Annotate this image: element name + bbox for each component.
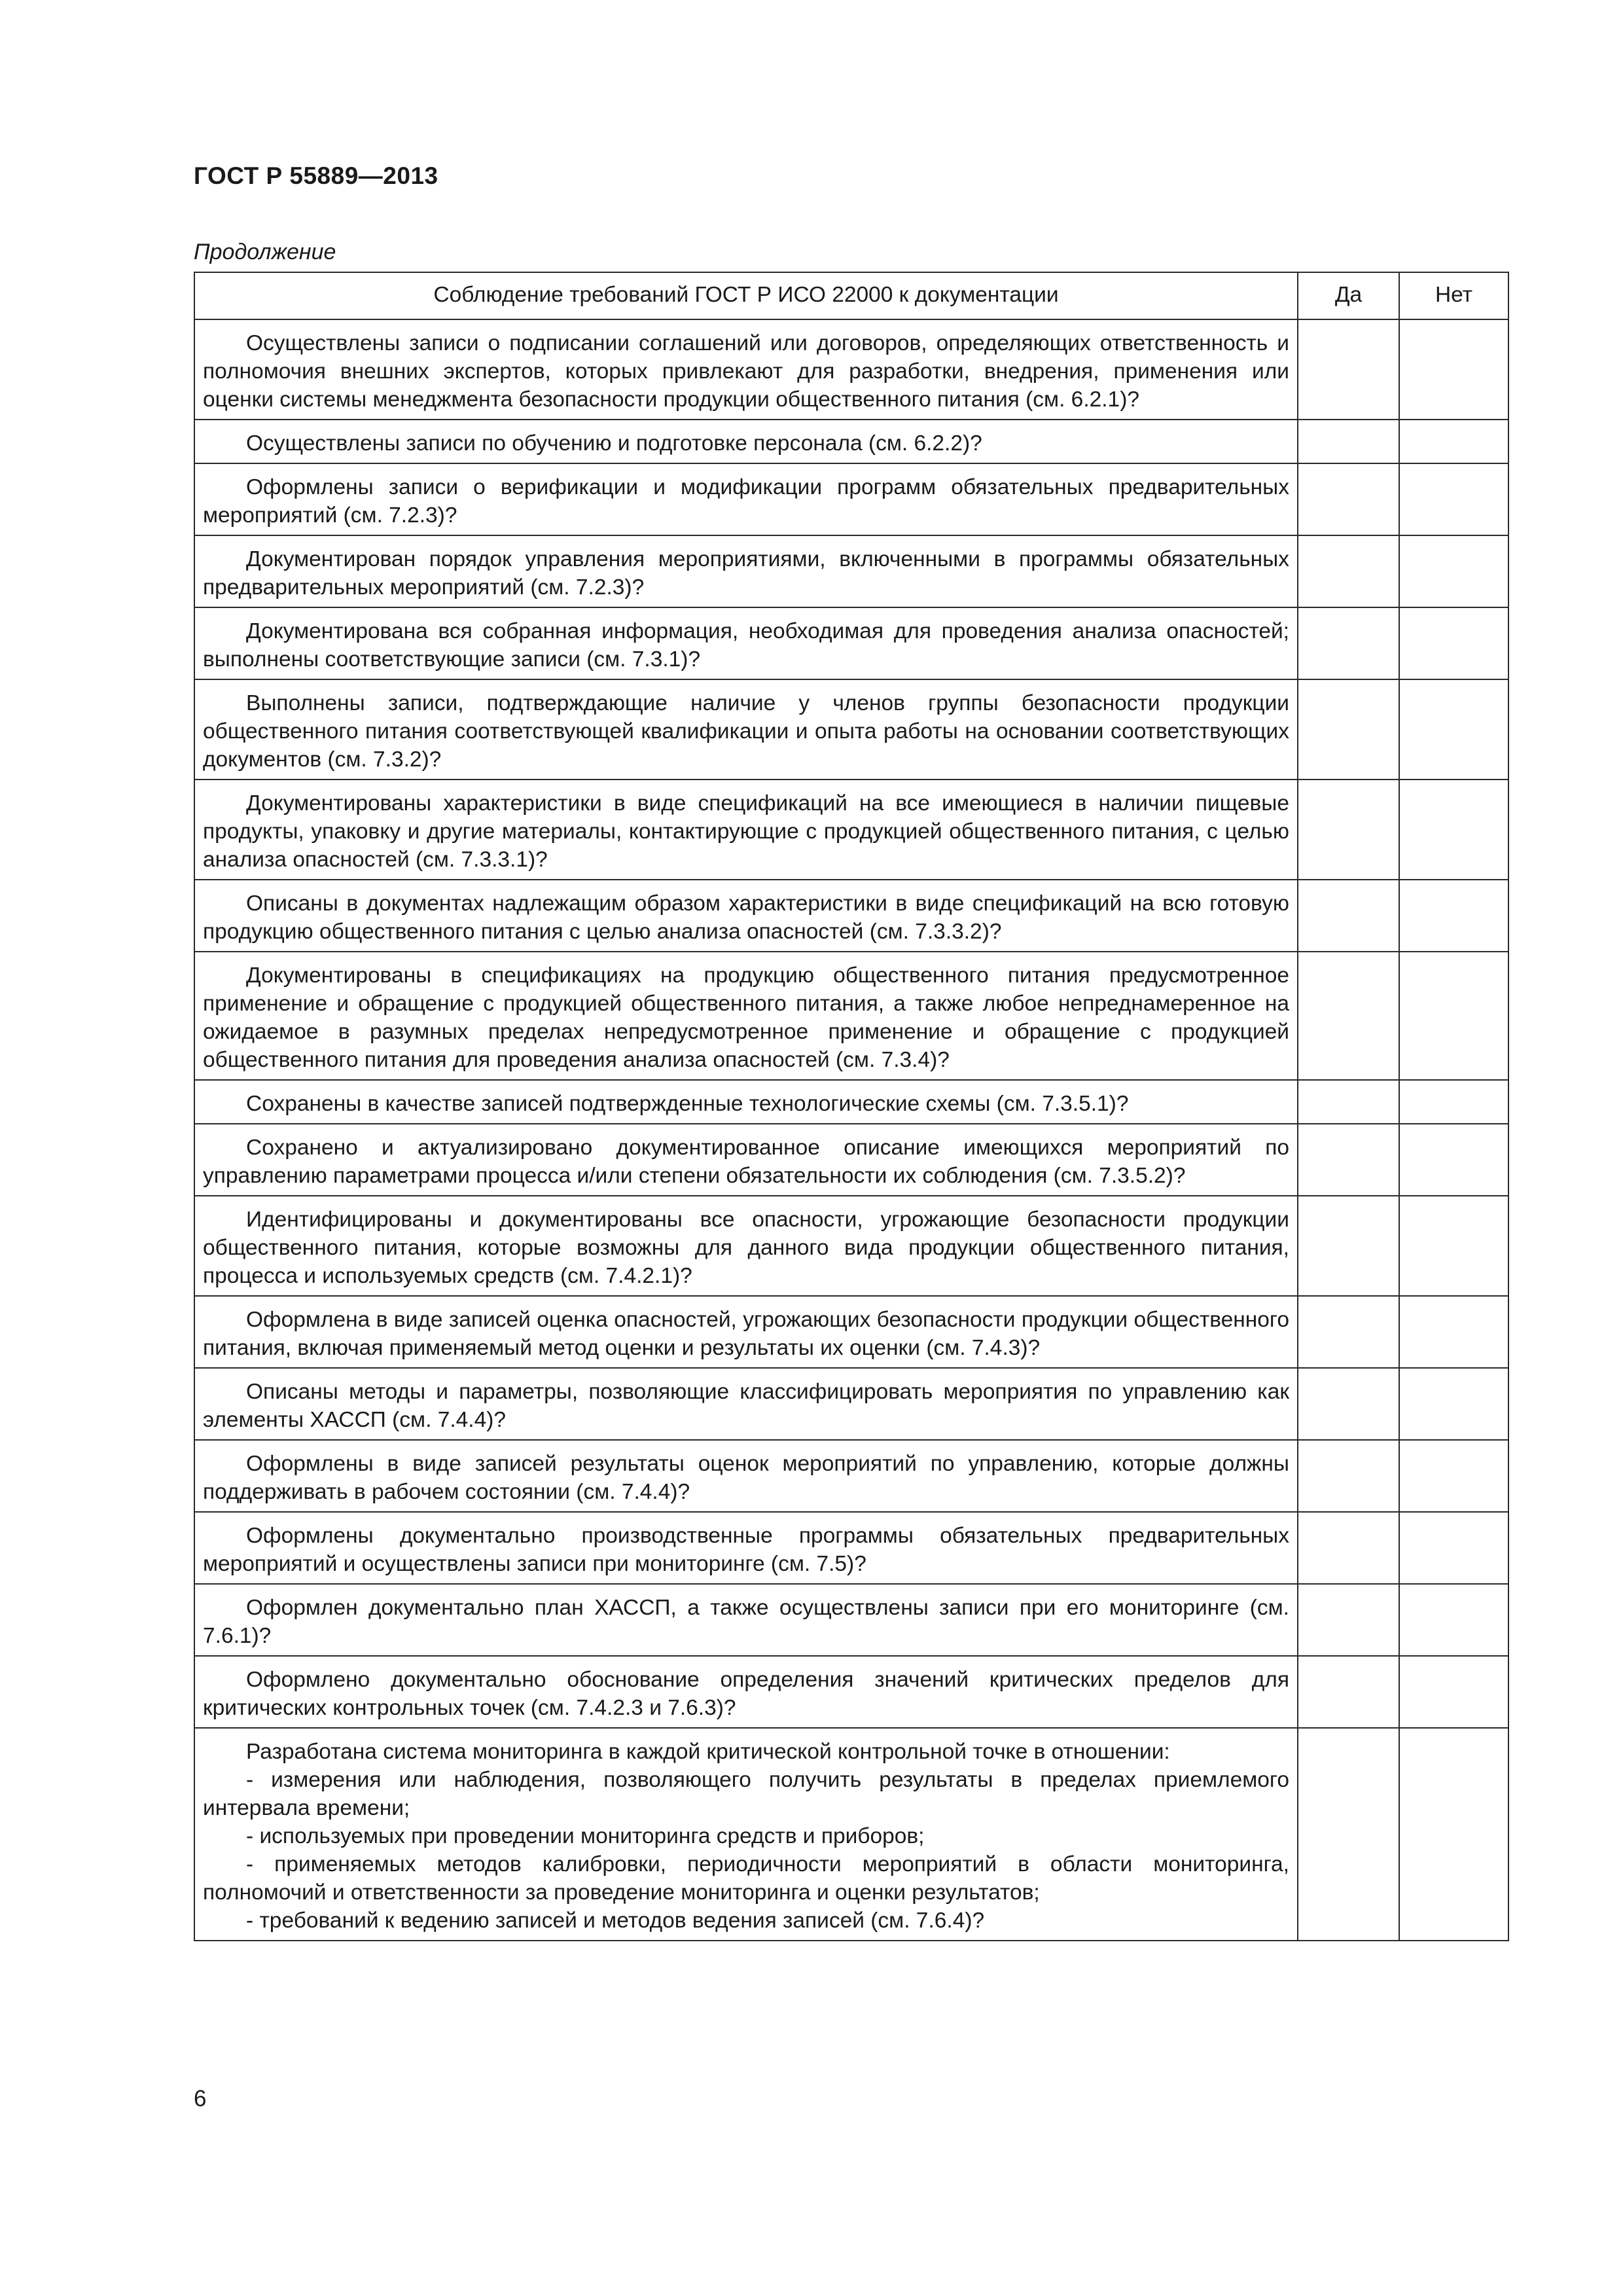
table-row (194, 607, 1508, 679)
requirement-text: Оформлена в виде записей оценка опасностей, угрожающих безопасности продукции общественного питания, включая применяемый метод оценки и результаты их оценки (см. 7.4.3)? (203, 1308, 1289, 1360)
answer-no-cell[interactable] (1399, 780, 1508, 880)
column-header-no: Нет (1399, 272, 1508, 319)
answer-yes-cell[interactable] (1298, 535, 1399, 607)
requirement-text: Документирован порядок управления мероприятиями, включенными в программы обязательных предварительных мероприятий (см. 7.2.3)? (203, 547, 1289, 600)
answer-yes-cell[interactable] (1298, 880, 1399, 952)
answer-no-cell[interactable] (1399, 319, 1508, 420)
requirement-cell (194, 1440, 1298, 1512)
answer-yes-cell[interactable] (1298, 463, 1399, 535)
table-row (194, 420, 1508, 463)
requirement-cell (194, 1296, 1298, 1368)
requirement-text: Документированы характеристики в виде спецификаций на все имеющиеся в наличии пищевые продукты, упаковку и другие материалы, контактирующие с продукцией общественного питания, с целью анализа опасностей (см. 7.3.3.1)? (203, 791, 1289, 872)
answer-yes-cell[interactable] (1298, 1296, 1399, 1368)
table-row (194, 1080, 1508, 1124)
requirement-cell (194, 420, 1298, 463)
requirement-cell (194, 463, 1298, 535)
table-row (194, 1728, 1508, 1941)
requirement-text: - измерения или наблюдения, позволяющего получить результаты в пределах приемлемого интервала времени; (203, 1768, 1289, 1820)
requirement-cell (194, 1512, 1298, 1584)
requirement-text: Документированы в спецификациях на продукцию общественного питания предусмотренное применение и обращение с продукцией общественного питания, а также любое непреднамеренное на ожидаемое в разумных пределах непредусмотренное применение и обращение с продукцией общественного питания для проведения анализа опасностей (см. 7.3.4)? (203, 963, 1289, 1072)
answer-no-cell[interactable] (1399, 463, 1508, 535)
answer-no-cell[interactable] (1399, 1368, 1508, 1440)
requirement-text: Сохранено и актуализировано документированное описание имеющихся мероприятий по управлению параметрами процесса и/или степени обязательности их соблюдения (см. 7.3.5.2)? (203, 1136, 1289, 1188)
table-row (194, 880, 1508, 952)
table-row (194, 1656, 1508, 1728)
requirement-cell (194, 679, 1298, 780)
answer-no-cell[interactable] (1399, 1296, 1508, 1368)
table-row (194, 679, 1508, 780)
answer-no-cell[interactable] (1399, 1196, 1508, 1296)
requirement-text: Осуществлены записи о подписании соглашений или договоров, определяющих ответственность и полномочия внешних экспертов, которых привлекают для разработки, внедрения, применения или оценки системы менеджмента безопасности продукции общественного питания (см. 6.2.1)? (203, 331, 1289, 412)
answer-yes-cell[interactable] (1298, 1080, 1399, 1124)
requirement-text: Выполнены записи, подтверждающие наличие у членов группы безопасности продукции общественного питания соответствующей квалификации и опыта работы на основании соответствующих документов (см. 7.3.2)? (203, 691, 1289, 772)
answer-yes-cell[interactable] (1298, 679, 1399, 780)
table-body (194, 319, 1508, 1941)
answer-yes-cell[interactable] (1298, 1196, 1399, 1296)
answer-yes-cell[interactable] (1298, 1656, 1399, 1728)
answer-yes-cell[interactable] (1298, 1512, 1399, 1584)
answer-no-cell[interactable] (1399, 880, 1508, 952)
table-row (194, 1584, 1508, 1656)
answer-yes-cell[interactable] (1298, 1584, 1399, 1656)
requirement-text: Документирована вся собранная информация, необходимая для проведения анализа опасностей; выполнены соответствующие записи (см. 7.3.1)? (203, 619, 1289, 672)
answer-no-cell[interactable] (1399, 1728, 1508, 1941)
requirement-cell (194, 952, 1298, 1080)
table-row (194, 952, 1508, 1080)
answer-no-cell[interactable] (1399, 1440, 1508, 1512)
answer-no-cell[interactable] (1399, 420, 1508, 463)
answer-no-cell[interactable] (1399, 1512, 1508, 1584)
answer-yes-cell[interactable] (1298, 952, 1399, 1080)
table-row (194, 780, 1508, 880)
table-row (194, 535, 1508, 607)
document-code: ГОСТ Р 55889—2013 (194, 162, 438, 189)
continuation-label: Продолжение (194, 240, 336, 264)
column-header-yes: Да (1298, 272, 1399, 319)
answer-no-cell[interactable] (1399, 1124, 1508, 1196)
requirement-text: - требований к ведению записей и методов ведения записей (см. 7.6.4)? (246, 1909, 985, 1933)
table-row (194, 1124, 1508, 1196)
requirement-text: Осуществлены записи по обучению и подготовке персонала (см. 6.2.2)? (246, 431, 982, 456)
requirement-text: Описаны в документах надлежащим образом характеристики в виде спецификаций на всю готовую продукцию общественного питания с целью анализа опасностей (см. 7.3.3.2)? (203, 891, 1289, 944)
table-row (194, 1296, 1508, 1368)
table-row (194, 1368, 1508, 1440)
answer-no-cell[interactable] (1399, 607, 1508, 679)
table-row (194, 1512, 1508, 1584)
answer-yes-cell[interactable] (1298, 1368, 1399, 1440)
requirement-text: Оформлены в виде записей результаты оценок мероприятий по управлению, которые должны поддерживать в рабочем состоянии (см. 7.4.4)? (203, 1452, 1289, 1504)
table-row (194, 319, 1508, 420)
requirement-text: Описаны методы и параметры, позволяющие классифицировать мероприятия по управлению как элементы ХАССП (см. 7.4.4)? (203, 1380, 1289, 1432)
answer-no-cell[interactable] (1399, 1080, 1508, 1124)
table-row (194, 463, 1508, 535)
column-header-requirement: Соблюдение требований ГОСТ Р ИСО 22000 к документации (194, 272, 1298, 319)
answer-yes-cell[interactable] (1298, 1124, 1399, 1196)
requirement-text: Оформлено документально обоснование определения значений критических пределов для критических контрольных точек (см. 7.4.2.3 и 7.6.3)? (203, 1668, 1289, 1720)
requirement-cell (194, 780, 1298, 880)
requirement-cell (194, 1196, 1298, 1296)
answer-yes-cell[interactable] (1298, 780, 1399, 880)
table-row (194, 1440, 1508, 1512)
requirement-cell (194, 880, 1298, 952)
requirement-cell (194, 607, 1298, 679)
requirement-text: Идентифицированы и документированы все опасности, угрожающие безопасности продукции общественного питания, которые возможны для данного вида продукции общественного питания, процесса и используемых средств (см. 7.4.2.1)? (203, 1208, 1289, 1288)
requirement-text: - используемых при проведении мониторинга средств и приборов; (246, 1824, 925, 1848)
requirement-text: Оформлены документально производственные программы обязательных предварительных мероприятий и осуществлены записи при мониторинге (см. 7.5)? (203, 1524, 1289, 1576)
requirement-cell (194, 1080, 1298, 1124)
answer-no-cell[interactable] (1399, 535, 1508, 607)
requirement-cell (194, 535, 1298, 607)
page-number: 6 (194, 2086, 207, 2111)
requirement-text: - применяемых методов калибровки, периодичности мероприятий в области мониторинга, полномочий и ответственности за проведение мониторинга и оценки результатов; (203, 1852, 1289, 1905)
answer-yes-cell[interactable] (1298, 1728, 1399, 1941)
answer-yes-cell[interactable] (1298, 1440, 1399, 1512)
requirement-cell (194, 1124, 1298, 1196)
answer-yes-cell[interactable] (1298, 319, 1399, 420)
requirement-cell (194, 1584, 1298, 1656)
table-header-row (194, 272, 1508, 319)
requirement-cell (194, 319, 1298, 420)
answer-no-cell[interactable] (1399, 1656, 1508, 1728)
answer-no-cell[interactable] (1399, 952, 1508, 1080)
answer-no-cell[interactable] (1399, 1584, 1508, 1656)
requirement-text: Сохранены в качестве записей подтвержденные технологические схемы (см. 7.3.5.1)? (246, 1092, 1129, 1116)
requirement-cell (194, 1656, 1298, 1728)
requirement-text: Разработана система мониторинга в каждой критической контрольной точке в отношении: (246, 1740, 1170, 1764)
answer-yes-cell[interactable] (1298, 420, 1399, 463)
requirements-checklist-table (194, 272, 1509, 1941)
requirement-cell (194, 1368, 1298, 1440)
requirement-cell (194, 1728, 1298, 1941)
requirement-text: Оформлены записи о верификации и модификации программ обязательных предварительных мероприятий (см. 7.2.3)? (203, 475, 1289, 528)
table-row (194, 1196, 1508, 1296)
answer-no-cell[interactable] (1399, 679, 1508, 780)
requirement-text: Оформлен документально план ХАССП, а также осуществлены записи при его мониторинге (см. 7.6.1)? (203, 1596, 1289, 1648)
answer-yes-cell[interactable] (1298, 607, 1399, 679)
